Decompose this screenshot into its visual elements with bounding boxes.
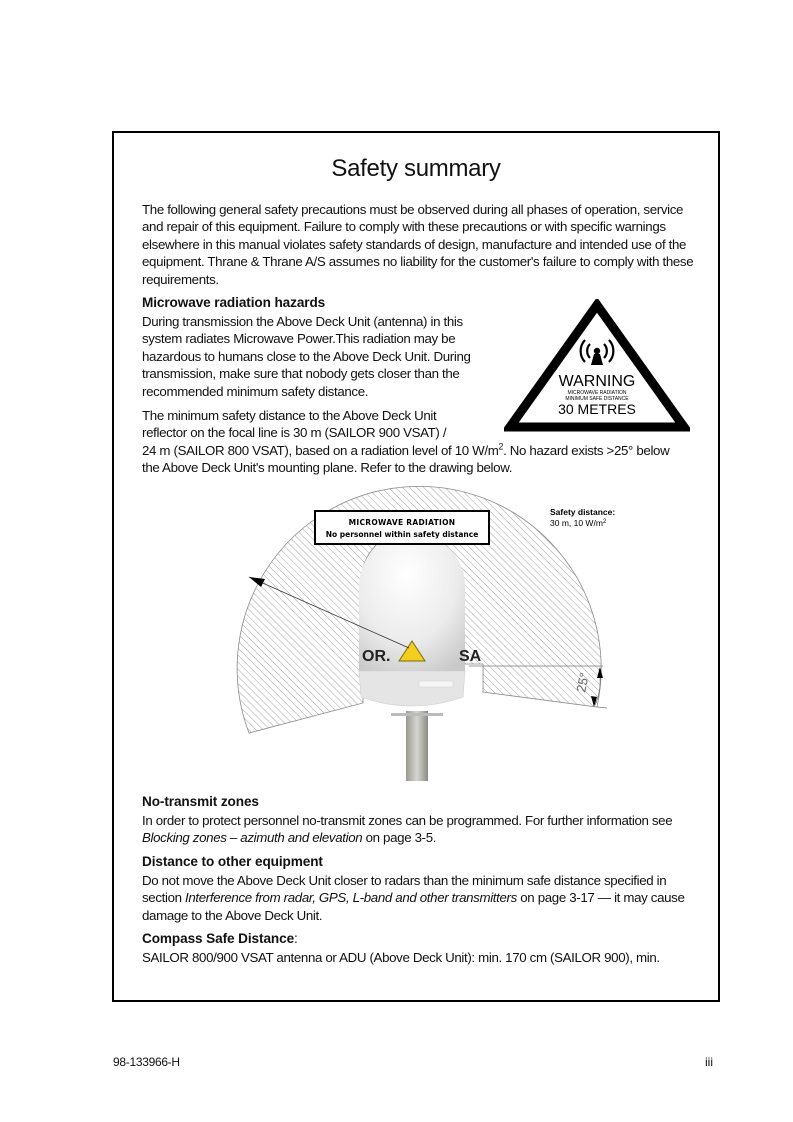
- warning-sign: [504, 299, 690, 435]
- warning-distance: 30 METRES: [558, 401, 636, 417]
- text: on page 3-17 — it may cause damage to the Above Deck Unit.: [142, 890, 685, 923]
- distance-equipment-heading: Distance to other equipment: [142, 854, 323, 869]
- text: Do not move the Above Deck Unit closer to radars than the minimum safe distance specified in section: [142, 873, 667, 906]
- text: . No hazard exists >25° below: [503, 442, 670, 458]
- no-transmit-heading: No-transmit zones: [142, 794, 259, 809]
- label-title: MICROWAVE RADIATION: [348, 518, 456, 527]
- superscript: 2: [602, 519, 607, 525]
- warning-title: WARNING: [558, 373, 636, 390]
- safety-distance-line: The minimum safety distance to the Above Deck Unit: [142, 408, 437, 423]
- page-number: iii: [705, 1055, 713, 1069]
- text: :: [294, 931, 298, 946]
- warning-line1: MICROWAVE RADIATION: [567, 390, 627, 396]
- blocking-zones-reference[interactable]: Blocking zones – azimuth and elevation: [142, 830, 363, 846]
- safety-distance-line: [142, 442, 702, 459]
- microwave-heading: Microwave radiation hazards: [142, 295, 326, 310]
- intro-paragraph: The following general safety precautions must be observed during all phases of operation, service and repair of this equipment. Failure to comply with these precautions or with specific warnings elsewhere in this manual violates safety standards of design, manufacture and intended use of the equipment. Thrane & Thrane A/S assumes no liability for the customer's failure to comply with these requirements.: [142, 202, 694, 287]
- text: 30 m, 10 W/m: [550, 518, 603, 528]
- dome-brand-right: SA: [459, 648, 482, 665]
- radiation-zone-diagram: [219, 481, 619, 781]
- warning-line2: MINIMUM SAFE DISTANCE: [565, 396, 629, 402]
- no-transmit-paragraph: [142, 812, 702, 847]
- safety-distance-label: Safety distance:: [550, 507, 616, 517]
- safety-distance-line: reflector on the focal line is 30 m (SAILOR 900 VSAT) /: [142, 425, 447, 441]
- text: on page 3-5.: [362, 830, 437, 846]
- document-number: 98-133966-H: [113, 1055, 180, 1069]
- compass-paragraph: SAILOR 800/900 VSAT antenna or ADU (Above Deck Unit): min. 170 cm (SAILOR 900), min.: [142, 950, 660, 965]
- microwave-paragraph: During transmission the Above Deck Unit (antenna) in this system radiates Microwave Power.This radiation may be hazardous to humans close to the Above Deck Unit. During transmission, make sure that nobody gets closer than the recommended minimum safety distance.: [142, 314, 471, 399]
- antenna-pole: [406, 711, 428, 781]
- distance-equipment-paragraph: [142, 872, 704, 924]
- safety-distance-value: [550, 518, 607, 528]
- text: Compass Safe Distance: [142, 931, 295, 946]
- angle-label: 25°: [573, 671, 593, 694]
- superscript: 2: [498, 441, 504, 452]
- label-subtitle: No personnel within safety distance: [325, 530, 479, 539]
- safety-distance-line: the Above Deck Unit's mounting plane. Refer to the drawing below.: [142, 460, 513, 476]
- compass-heading: [142, 931, 298, 946]
- text: 24 m (SAILOR 800 VSAT), based on a radiation level of 10 W/m: [142, 442, 499, 458]
- safety-summary-box: [112, 131, 720, 1002]
- microwave-label-box: [315, 511, 489, 544]
- text: In order to protect personnel no-transmit zones can be programmed. For further information see: [142, 813, 673, 828]
- dome-brand-left: OR.: [362, 648, 391, 665]
- interference-reference[interactable]: Interference from radar, GPS, L-band and other transmitters: [185, 890, 517, 906]
- page-title: Safety summary: [331, 155, 501, 182]
